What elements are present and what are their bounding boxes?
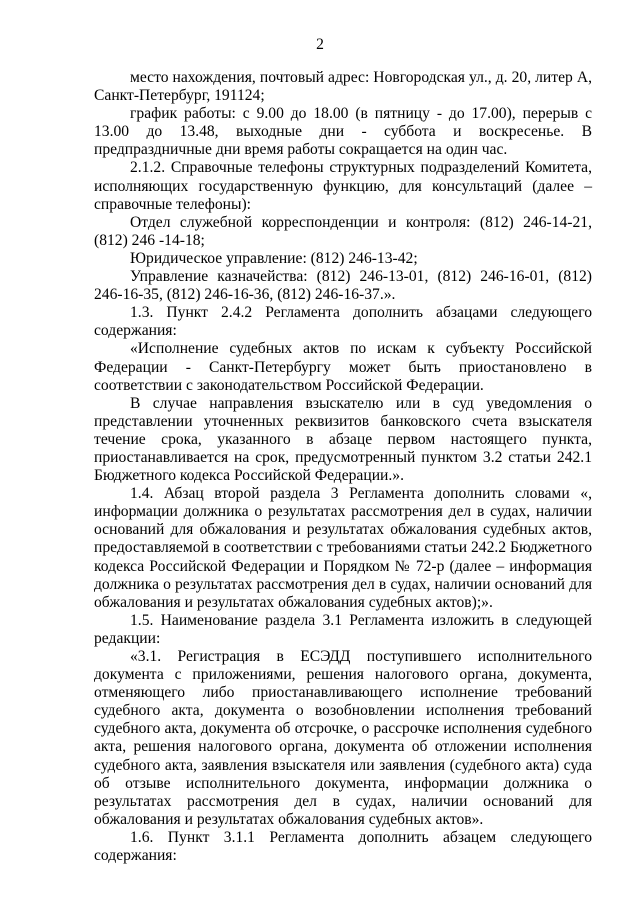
- paragraph-legal-department: Юридическое управление: (812) 246-13-42;: [130, 249, 418, 267]
- paragraph-item-1-4: 1.4. Абзац второй раздела 3 Регламента дополнить словами «, информации должника о результатах рассмотрения дел в судах, наличии оснований для обжалования и результатах обжалования судебных актов, предоставляемой в соответствии с требованиями статьи 242.2 Бюджетного кодекса Российской Федерации и Порядком № 72-р (далее – информация должника о результатах рассмотрения дел в судах, наличии оснований для обжалования и результатах обжалования судебных актов);».: [94, 485, 592, 611]
- paragraph-correspondence-department: Отдел служебной корреспонденции и контроля: (812) 246-14-21, (812) 246 -14-18;: [94, 213, 592, 249]
- page-number: 2: [316, 36, 324, 53]
- paragraph-treasury-department: Управление казначейства: (812) 246-13-01, (812) 246-16-01, (812) 246-16-35, (812) 246-16-36, (812) 246-16-37.».: [94, 268, 592, 304]
- paragraph-suspension: «Исполнение судебных актов по искам к субъекту Российской Федерации - Санкт-Петербургу может быть приостановлено в соответствии с законодательством Российской Федерации.: [94, 340, 592, 394]
- paragraph-section-3-1: «3.1. Регистрация в ЕСЭДД поступившего исполнительного документа с приложениями, решения налогового органа, документа, отменяющего либо приостанавливающего исполнение требований судебного акта, документа о возобновлении исполнения требований судебного акта, документа об отсрочке, о рассрочке исполнения судебного акта, решения налогового органа, документа об отложении исполнения судебного акта, заявления взыскателя или заявления (судебного акта) суда об отзыве исполнительного документа, информации должника о результатах рассмотрения дел в судах, наличии оснований для обжалования и результатах обжалования судебных актов».: [94, 648, 592, 828]
- paragraph-item-1-5: 1.5. Наименование раздела 3.1 Регламента изложить в следующей редакции:: [94, 611, 592, 647]
- paragraph-item-1-6: 1.6. Пункт 3.1.1 Регламента дополнить абзацем следующего содержания:: [94, 828, 592, 865]
- paragraph-address: место нахождения, почтовый адрес: Новгородская ул., д. 20, литер А, Санкт-Петербург, 191124;: [94, 69, 592, 105]
- paragraph-notification-case: В случае направления взыскателю или в суд уведомления о представлении уточненных реквизитов банковского счета взыскателя течение срока, указанного в абзаце первом настоящего пункта, приостанавливается на срок, предусмотренный пунктом 3.2 статьи 242.1 Бюджетного кодекса Российской Федерации.».: [94, 394, 592, 485]
- paragraph-work-schedule: график работы: с 9.00 до 18.00 (в пятницу - до 17.00), перерыв с 13.00 до 13.48, выходные дни - суббота и воскресенье. В предпраздничные дни время работы сокращается на один час.: [94, 105, 592, 159]
- paragraph-reference-phones: 2.1.2. Справочные телефоны структурных подразделений Комитета, исполняющих государственную функцию, для консультаций (далее – справочные телефоны):: [94, 159, 592, 213]
- paragraph-item-1-3: 1.3. Пункт 2.4.2 Регламента дополнить абзацами следующего содержания:: [94, 304, 592, 340]
- document-body: [94, 69, 592, 865]
